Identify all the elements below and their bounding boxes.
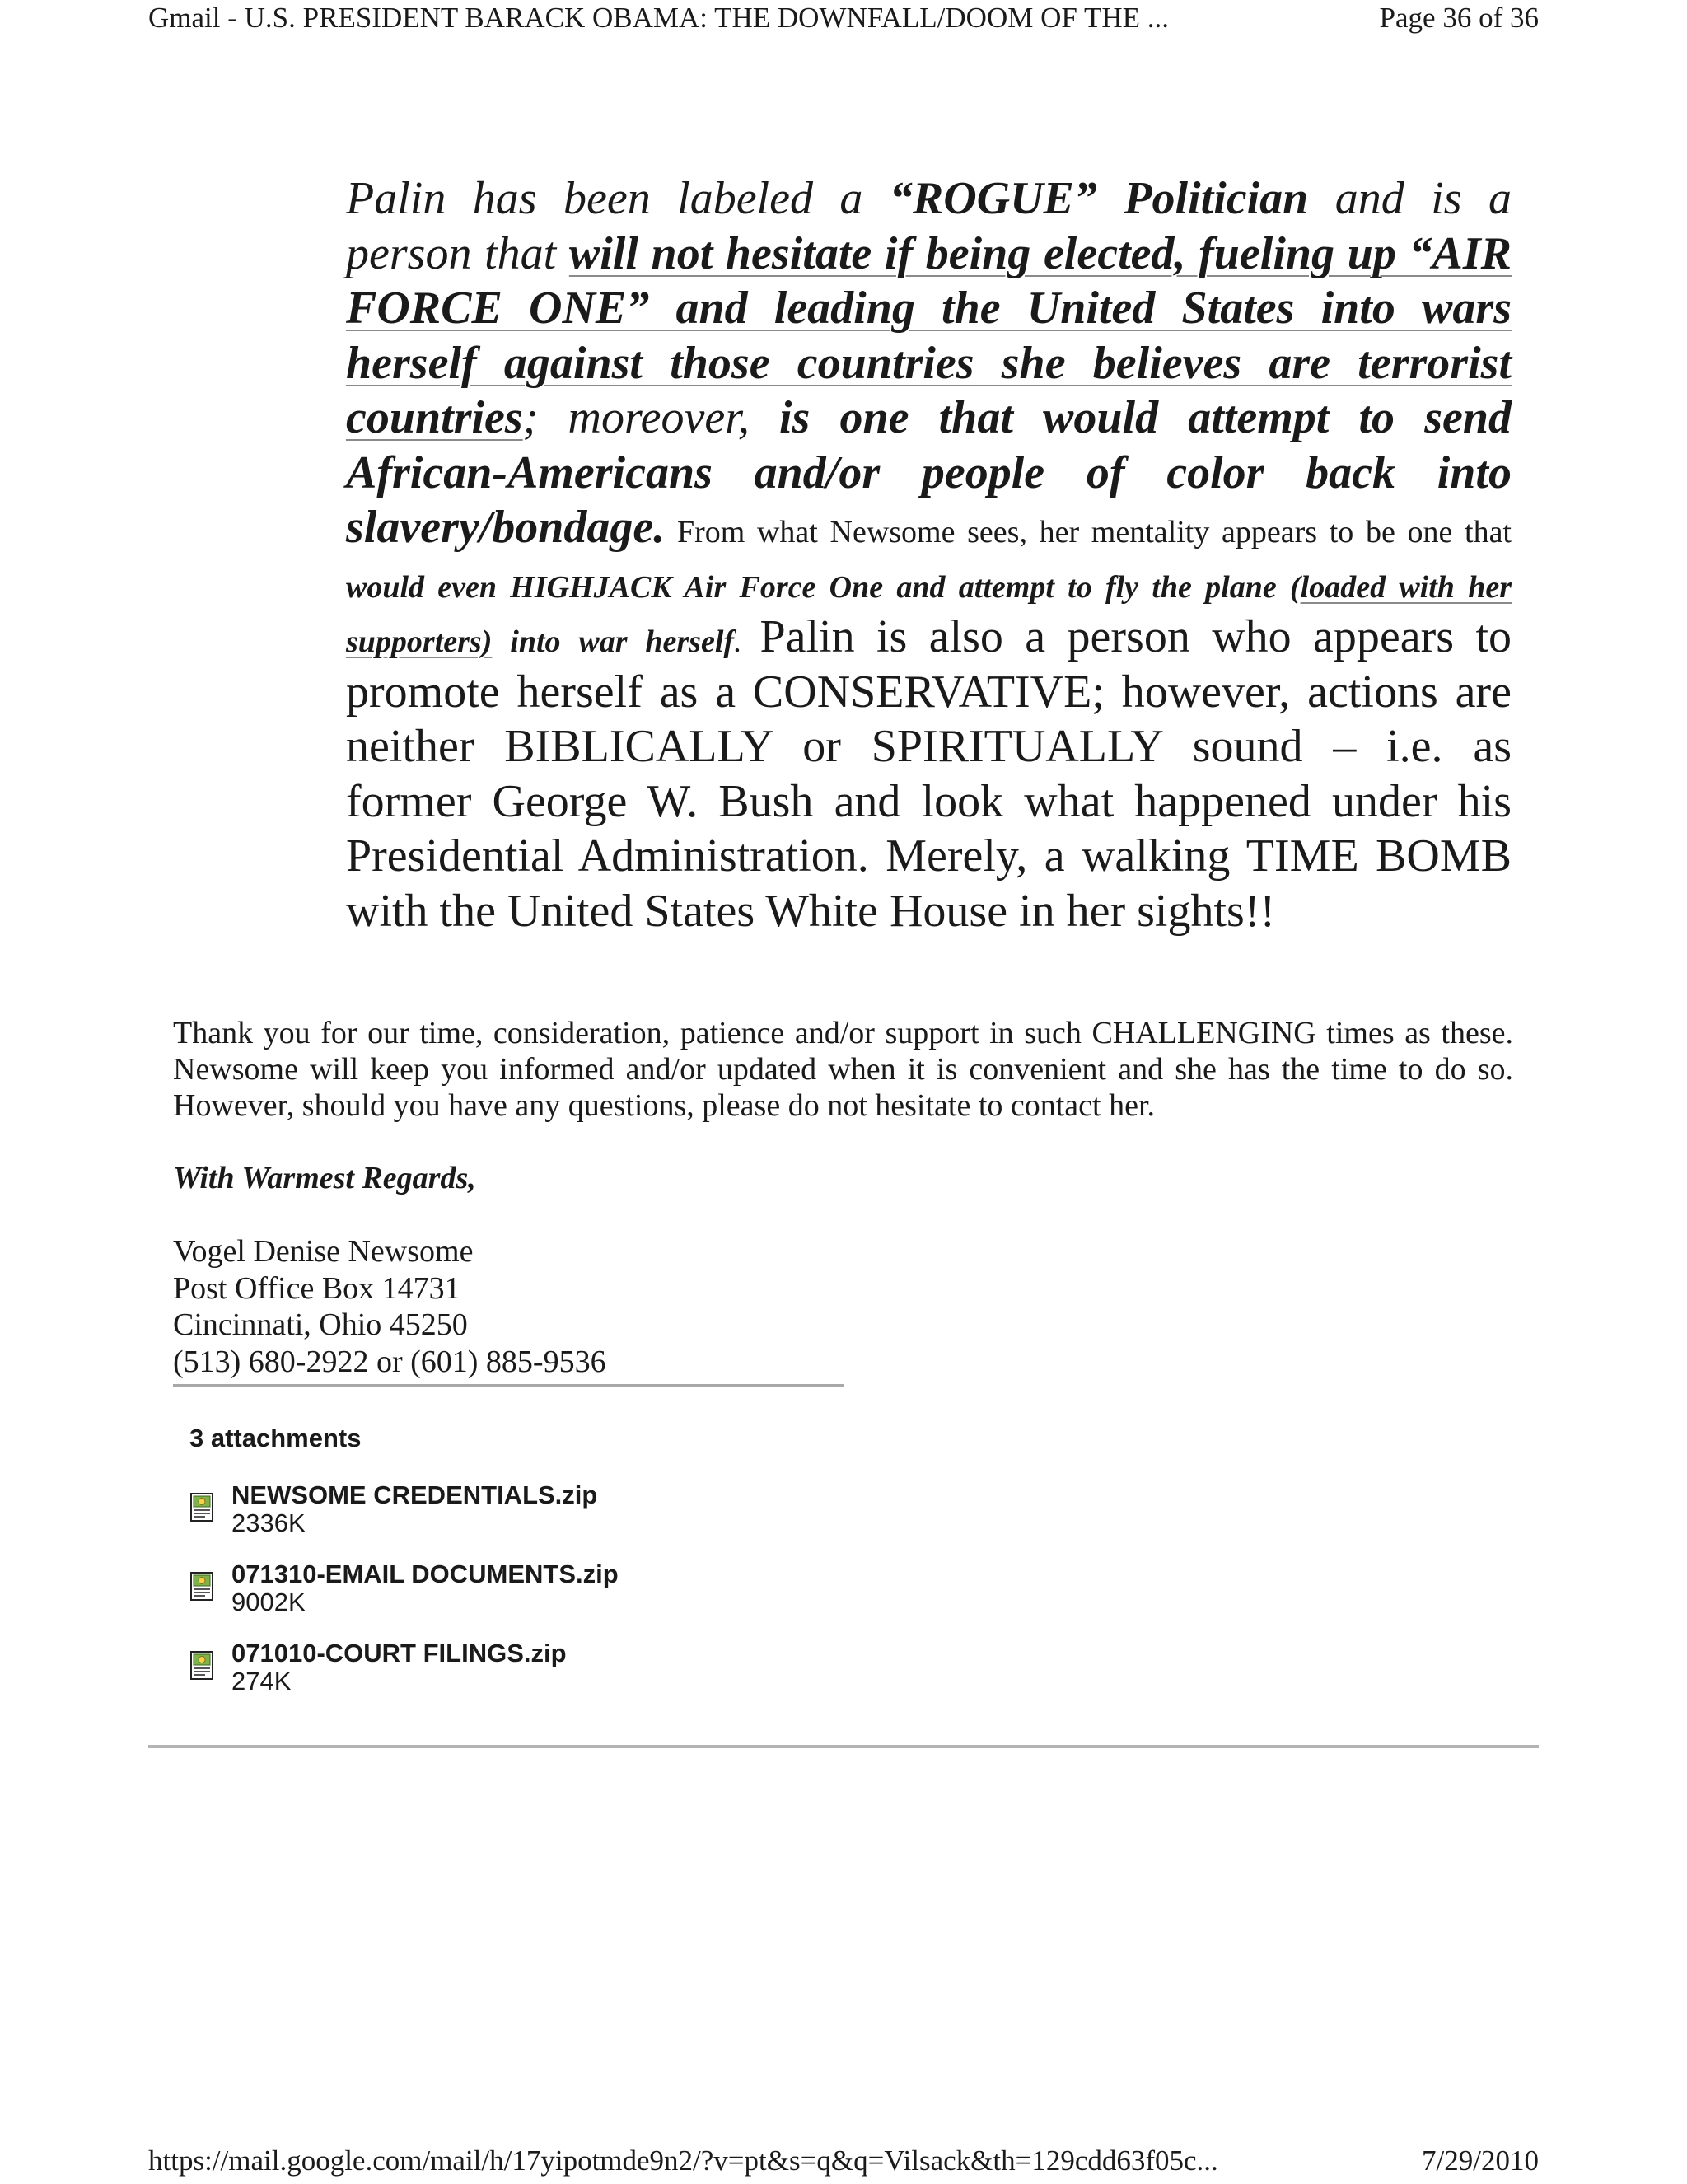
attachment-size: 274K bbox=[231, 1667, 292, 1695]
attachment-name[interactable]: 071310-EMAIL DOCUMENTS.zip bbox=[231, 1560, 619, 1588]
signature-address-line-1: Post Office Box 14731 bbox=[173, 1270, 460, 1306]
attachment-item[interactable] bbox=[189, 1639, 619, 1719]
sign-off: With Warmest Regards, bbox=[173, 1161, 476, 1195]
zip-file-icon bbox=[189, 1492, 216, 1523]
quoted-passage bbox=[346, 171, 1512, 938]
zip-file-icon bbox=[189, 1650, 216, 1681]
quote-text-bold: “ROGUE” Politician bbox=[889, 173, 1309, 224]
attachment-size: 9002K bbox=[231, 1588, 306, 1616]
signature-name: Vogel Denise Newsome bbox=[173, 1234, 474, 1269]
attachments-section bbox=[189, 1424, 619, 1719]
quote-text-small-underlined: loaded with her supporters) bbox=[346, 569, 1512, 659]
message-end-divider bbox=[148, 1745, 1539, 1748]
zip-file-icon bbox=[189, 1571, 216, 1602]
quote-text-small-bold: would even HIGHJACK Air Force One and attempt to fly the plane ( bbox=[346, 569, 1301, 605]
print-header bbox=[148, 2, 1539, 41]
attachment-name[interactable]: NEWSOME CREDENTIALS.zip bbox=[231, 1480, 598, 1509]
quote-text: and is a person that bbox=[346, 173, 1512, 279]
attachment-item[interactable] bbox=[189, 1481, 619, 1560]
quote-text-small: From what Newsome sees, her mentality appears to be one that bbox=[665, 515, 1512, 550]
quote-text: ; moreover, bbox=[522, 392, 779, 443]
attachment-item[interactable] bbox=[189, 1560, 619, 1639]
quote-text-plain: Palin is also a person who appears to promote herself as a CONSERVATIVE; however, actions are neither BIBLICALLY or SPIRITUALLY sound – i.e. as former George W. Bush and look what happened under his Presidential Administration. Merely, a walking TIME BOMB with the United States White House in her sights!! bbox=[346, 611, 1512, 937]
signature-address-line-2: Cincinnati, Ohio 45250 bbox=[173, 1307, 468, 1342]
attachment-name[interactable]: 071010-COURT FILINGS.zip bbox=[231, 1639, 567, 1667]
print-date: 7/29/2010 bbox=[1422, 2144, 1539, 2177]
quote-text: Palin has been labeled a bbox=[346, 173, 890, 224]
page-url: https://mail.google.com/mail/h/17yipotmde9n2/?v=pt&s=q&q=Vilsack&th=129cdd63f05c... bbox=[148, 2144, 1218, 2177]
quote-text-bold: is one that would attempt to send African-Americans and/or people of color back into slavery/bondage. bbox=[346, 392, 1512, 553]
closing-paragraph: Thank you for our time, consideration, patience and/or support in such CHALLENGING times as these. Newsome will keep you informed and/or updated when it is convenient and she has the time to do so. However, should you have any questions, please do not hesitate to contact her. bbox=[173, 1016, 1513, 1123]
signature-block bbox=[173, 1233, 606, 1380]
signature-phone: (513) 680-2922 or (601) 885-9536 bbox=[173, 1344, 606, 1379]
quote-text-small: . bbox=[734, 624, 760, 659]
attachment-size: 2336K bbox=[231, 1508, 306, 1537]
quote-text-bold-underlined: will not hesitate if being elected, fueling up “AIR FORCE ONE” and leading the United States into wars herself against those countries she believes are terrorist countries bbox=[346, 227, 1512, 443]
email-subject-title: Gmail - U.S. PRESIDENT BARACK OBAMA: THE DOWNFALL/DOOM OF THE ... bbox=[148, 2, 1169, 34]
signature-divider bbox=[173, 1384, 844, 1387]
quote-text-small-bold: into war herself bbox=[492, 624, 735, 659]
attachments-count: 3 attachments bbox=[189, 1424, 362, 1452]
page-number: Page 36 of 36 bbox=[1379, 2, 1539, 34]
print-footer bbox=[148, 2144, 1539, 2184]
